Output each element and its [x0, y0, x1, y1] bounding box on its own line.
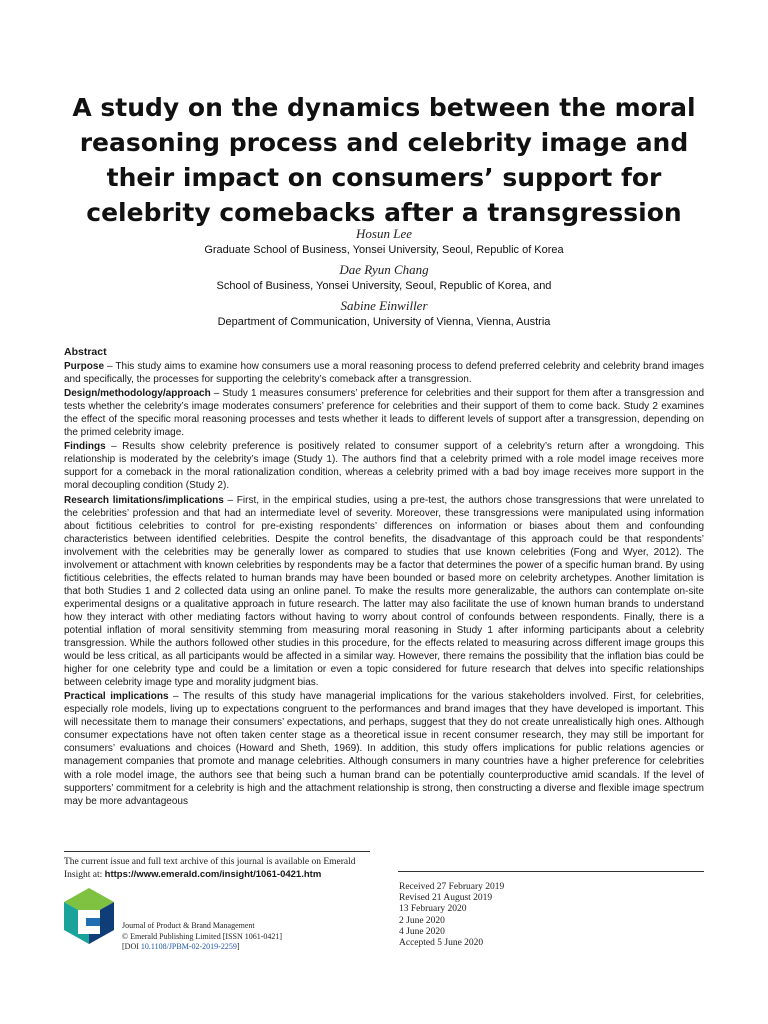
abstract-section-label: Research limitations/implications [64, 494, 224, 506]
emerald-logo-icon [64, 888, 114, 944]
author-affiliation: School of Business, Yonsei University, Seoul, Republic of Korea, and [216, 280, 552, 292]
author-name: Dae Ryun Chang [339, 262, 429, 277]
date-revised: 2 June 2020 [399, 915, 445, 926]
journal-name: Journal of Product & Brand Management [122, 921, 255, 930]
journal-availability-note [64, 856, 384, 881]
publication-dates [399, 882, 599, 949]
abstract [64, 346, 704, 809]
footer-divider [64, 851, 370, 852]
article-title: A study on the dynamics between the moral reasoning process and celebrity image and their impact on consumers’ support for celebrity comebacks after a transgression [72, 93, 696, 227]
journal-url-link[interactable]: https://www.emerald.com/insight/1061-0421.htm [104, 868, 322, 880]
abstract-section-label: Findings [64, 441, 106, 453]
author-name: Hosun Lee [356, 226, 412, 241]
date-revised: Revised 21 August 2019 [399, 893, 493, 904]
date-accepted: Accepted 5 June 2020 [399, 938, 484, 949]
abstract-heading: Abstract [64, 346, 107, 358]
author-name: Sabine Einwiller [340, 298, 428, 313]
abstract-section-design [64, 387, 704, 439]
abstract-section-text: – Results show celebrity preference is positively related to consumer support of a celebrity’s return after a wrongdoing. This relationship is moderated by the celebrity’s image (Study 1). The authors find that a celebrity primed with a role model image receives more support for a comeback in the moral rationalization condition, whereas a celebrity primed with a bad boy image receives more support in the moral decoupling condition (Study 2). [64, 441, 704, 492]
abstract-section-limitations [64, 494, 704, 690]
abstract-section-text: – First, in the empirical studies, using a pre-test, the authors chose transgressions that were unrelated to the celebrities’ profession and that had an intermediate level of severity. Moreover, these transgressions were manipulated using information about fictitious celebrities to control for pre-existing respondents’ differences on information or biases about them and confounding characteristics between identified celebrities. Despite the control benefits, the disadvantage of this approach could be that respondents’ involvement with the celebrities may be generally lower as compared to studies that use known celebrities (Fong and Wyer, 2012). The involvement or attachment with known celebrities by respondents may be a factor that determines the power of a specific human brand. By using fictitious celebrities, the effects related to human brands may have been bounded or based more on celebrity archetypes. Another limitation is that both Studies 1 and 2 collected data using an online panel. To make the results more generalizable, the authors can contemplate on-site experimental designs or a qualitative approach in future research. The latter may also facilitate the use of known human brands to understand how they interact with other mediating factors without having to worry about control of confounds between respondents. Finally, there is a potential inflation of moral sensitivity stemming from measuring moral reasoning in Study 1 after informing participants about a celebrity transgression. While the authors followed other studies in this procedure, for the effects related to measuring across different image groups this would be less critical, as all participants would be affected in a similar way. However, there remains the possibility that the inflation bias could be higher for one celebrity type and could be a limitation or even a topic considered for future research that delves into specific relationships between celebrity image type and morality judgment bias. [64, 494, 705, 689]
abstract-section-purpose [64, 360, 704, 386]
abstract-section-findings [64, 440, 704, 492]
author-affiliation: Graduate School of Business, Yonsei University, Seoul, Republic of Korea [204, 244, 564, 256]
abstract-section-label: Purpose [64, 361, 105, 373]
abstract-section-label: Design/methodology/approach [64, 388, 211, 400]
doi-link[interactable]: 10.1108/JPBM-02-2019-2259 [140, 942, 237, 951]
abstract-section-label: Practical implications [64, 691, 169, 703]
abstract-section-text: – Study 1 measures consumers’ preference for celebrities and their support for them after a transgression and tests whether the celebrity’s image moderates consumers’ preference for celebrities and their support of them to come back. Study 2 examines the effect of the specific moral reasoning processes and tests whether it leads to different levels of support after a transgression, depending on the primed celebrity image. [64, 388, 704, 439]
author-affiliation: Department of Communication, University of Vienna, Vienna, Austria [217, 316, 551, 328]
publisher-line: © Emerald Publishing Limited [ISSN 1061-0421] [122, 931, 283, 941]
date-revised: 4 June 2020 [399, 926, 445, 937]
abstract-section-text: – The results of this study have managerial implications for the various stakeholders involved. First, for celebrities, especially role models, living up to expectations congruent to the performances and brand images that they have developed is important. This will necessitate them to manage their consumers’ expectations, and perhaps, suggest that they do not create unrealistically high ones. Although consumer expectations have not often taken center stage as a theoretical issue in recent consumer research, they may still be important for consumers’ evaluations and choices (Howard and Sheth, 1969). In addition, this study offers implications for public relations agencies or management companies that promote and manage celebrities. Although consumers in many countries have a higher preference for celebrities with a role model image, the authors see that being such a human brand can be potentially counterproductive amid scandals. If the level of supporters’ commitment for a celebrity is high and the attachment relationship is strong, then constructing a diverse and flexible image spectrum may be more advantageous [64, 691, 704, 807]
availability-text: The current issue and full text archive of this journal is available on Emerald Insight at: [64, 857, 356, 880]
date-revised: 13 February 2020 [399, 904, 467, 915]
author-block [60, 226, 708, 334]
date-received: Received 27 February 2019 [399, 882, 505, 892]
logo-inner [86, 918, 100, 926]
doi-suffix: ] [236, 942, 240, 951]
doi-line [122, 942, 322, 953]
journal-info [122, 921, 322, 953]
dates-divider [398, 871, 704, 872]
abstract-section-practical [64, 690, 704, 807]
abstract-section-text: – This study aims to examine how consumers use a moral reasoning process to defend preferred celebrity and celebrity brand images and specifically, the processes for supporting the celebrity’s comeback after a transgression. [64, 361, 704, 386]
doi-prefix: [DOI [122, 942, 141, 951]
